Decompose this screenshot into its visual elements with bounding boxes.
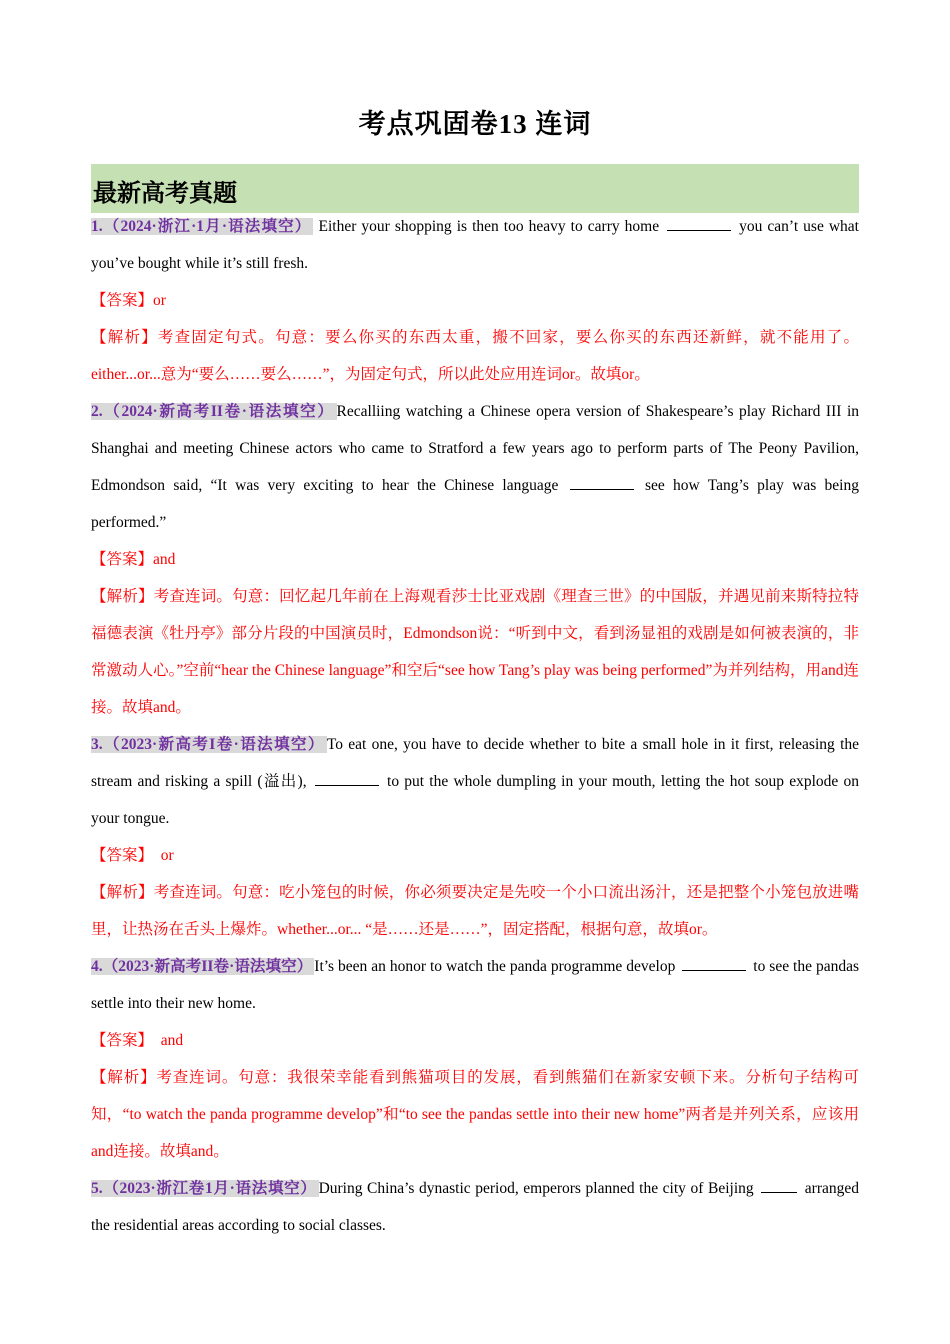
question-text-after: see how Tang’s play was being performed.” [91,477,859,531]
analysis-tag: 【解析】 [91,329,158,346]
question-text-before: To eat one, you have to decide whether to bite a small hole in it first, releasing the stream and risking a spill (溢出), [91,736,859,790]
analysis-text: 考查连词。句意：回忆起几年前在上海观看莎士比亚戏剧《理查三世》的中国版，并遇见前来斯特拉特福德表演《牡丹亭》部分片段的中国演员时，Edmondson说：“听到中文，看到汤显祖的戏剧是如何被表演的，非常激动人心。”空前“hear the Chinese language”和空后“see how Tang’s play was being performed”为并列结构，用and连接。故填and。 [91,588,859,716]
question-label: 5.（2023·浙江卷1月·语法填空） [91,1180,317,1197]
question-5 [91,1170,859,1244]
analysis-tag: 【解析】 [91,1069,157,1086]
section-title: 最新高考真题 [93,179,237,207]
analysis-text: 考查连词。句意：我很荣幸能看到熊猫项目的发展，看到熊猫们在新家安顿下来。分析句子结构可知，“to watch the panda programme develop”和“to see the pandas settle into their new home”两者是并列关系，应该用and连接。故填and。 [91,1069,859,1160]
section-banner [91,164,859,213]
analysis-2 [91,578,859,726]
analysis-3 [91,874,859,948]
question-2 [91,393,859,541]
answer-line-2 [91,541,859,578]
question-3 [91,726,859,837]
answer-tag: 【答案】 [91,292,154,309]
answer-blank [570,488,634,490]
question-text-before: Recalliing watching a Chinese opera version of Shakespeare’s play Richard III in Shanghai and meeting Chinese actors who came to Stratford a few years ago to perform parts of The Peony Pavilion, Edmondson said, “It was very exciting to hear the Chinese language [91,403,860,494]
answer-blank [667,229,731,231]
analysis-text: 考查连词。句意：吃小笼包的时候，你必须要决定是先咬一个小口流出汤汁，还是把整个小笼包放进嘴里，让热汤在舌头上爆炸。whether...or... “是……还是……”，固定搭配，根据句意，故填or。 [91,884,859,938]
question-label: 3.（2023·新高考I卷·语法填空） [91,736,325,753]
answer-value: or [153,292,166,309]
question-4 [91,948,859,1022]
question-text-before: Either your shopping is then too heavy to carry home [313,218,665,235]
question-label: 4.（2023·新高考II卷·语法填空） [91,958,313,975]
answer-blank [761,1191,797,1193]
question-text-before: It’s been an honor to watch the panda programme develop [314,958,680,975]
question-text-after: you can’t use what you’ve bought while it’s still fresh. [91,218,859,272]
question-1 [91,208,859,282]
question-list [91,208,859,1244]
question-label: 2.（2024·新高考II卷·语法填空） [91,403,335,420]
analysis-4 [91,1059,859,1170]
question-text-before: During China’s dynastic period, emperors planned the city of Beijing [318,1180,759,1197]
question-text-after: arranged the residential areas according to social classes. [91,1180,859,1234]
question-text-after: to put the whole dumpling in your mouth, letting the hot soup explode on your tongue. [91,773,860,827]
page-title: 考点巩固卷13 连词 [358,109,592,139]
answer-line-4 [91,1022,859,1059]
answer-tag: 【答案】 [91,1032,154,1049]
question-label: 1.（2024·浙江·1月·语法填空） [91,218,312,235]
analysis-tag: 【解析】 [91,884,154,901]
answer-value: and [153,551,176,568]
answer-value: and [160,1032,184,1049]
question-text-after: to see the pandas settle into their new home. [91,958,859,1012]
analysis-tag: 【解析】 [91,588,154,605]
answer-tag: 【答案】 [91,551,154,568]
answer-blank [682,969,746,971]
answer-line-3 [91,837,859,874]
analysis-1 [91,319,859,393]
answer-blank [315,784,379,786]
analysis-text: 考查固定句式。句意：要么你买的东西太重，搬不回家，要么你买的东西还新鲜，就不能用了。either...or...意为“要么……要么……”，为固定句式，所以此处应用连词or。故填or。 [91,329,859,383]
answer-line-1 [91,282,859,319]
answer-tag: 【答案】 [91,847,154,864]
answer-value: or [160,847,174,864]
